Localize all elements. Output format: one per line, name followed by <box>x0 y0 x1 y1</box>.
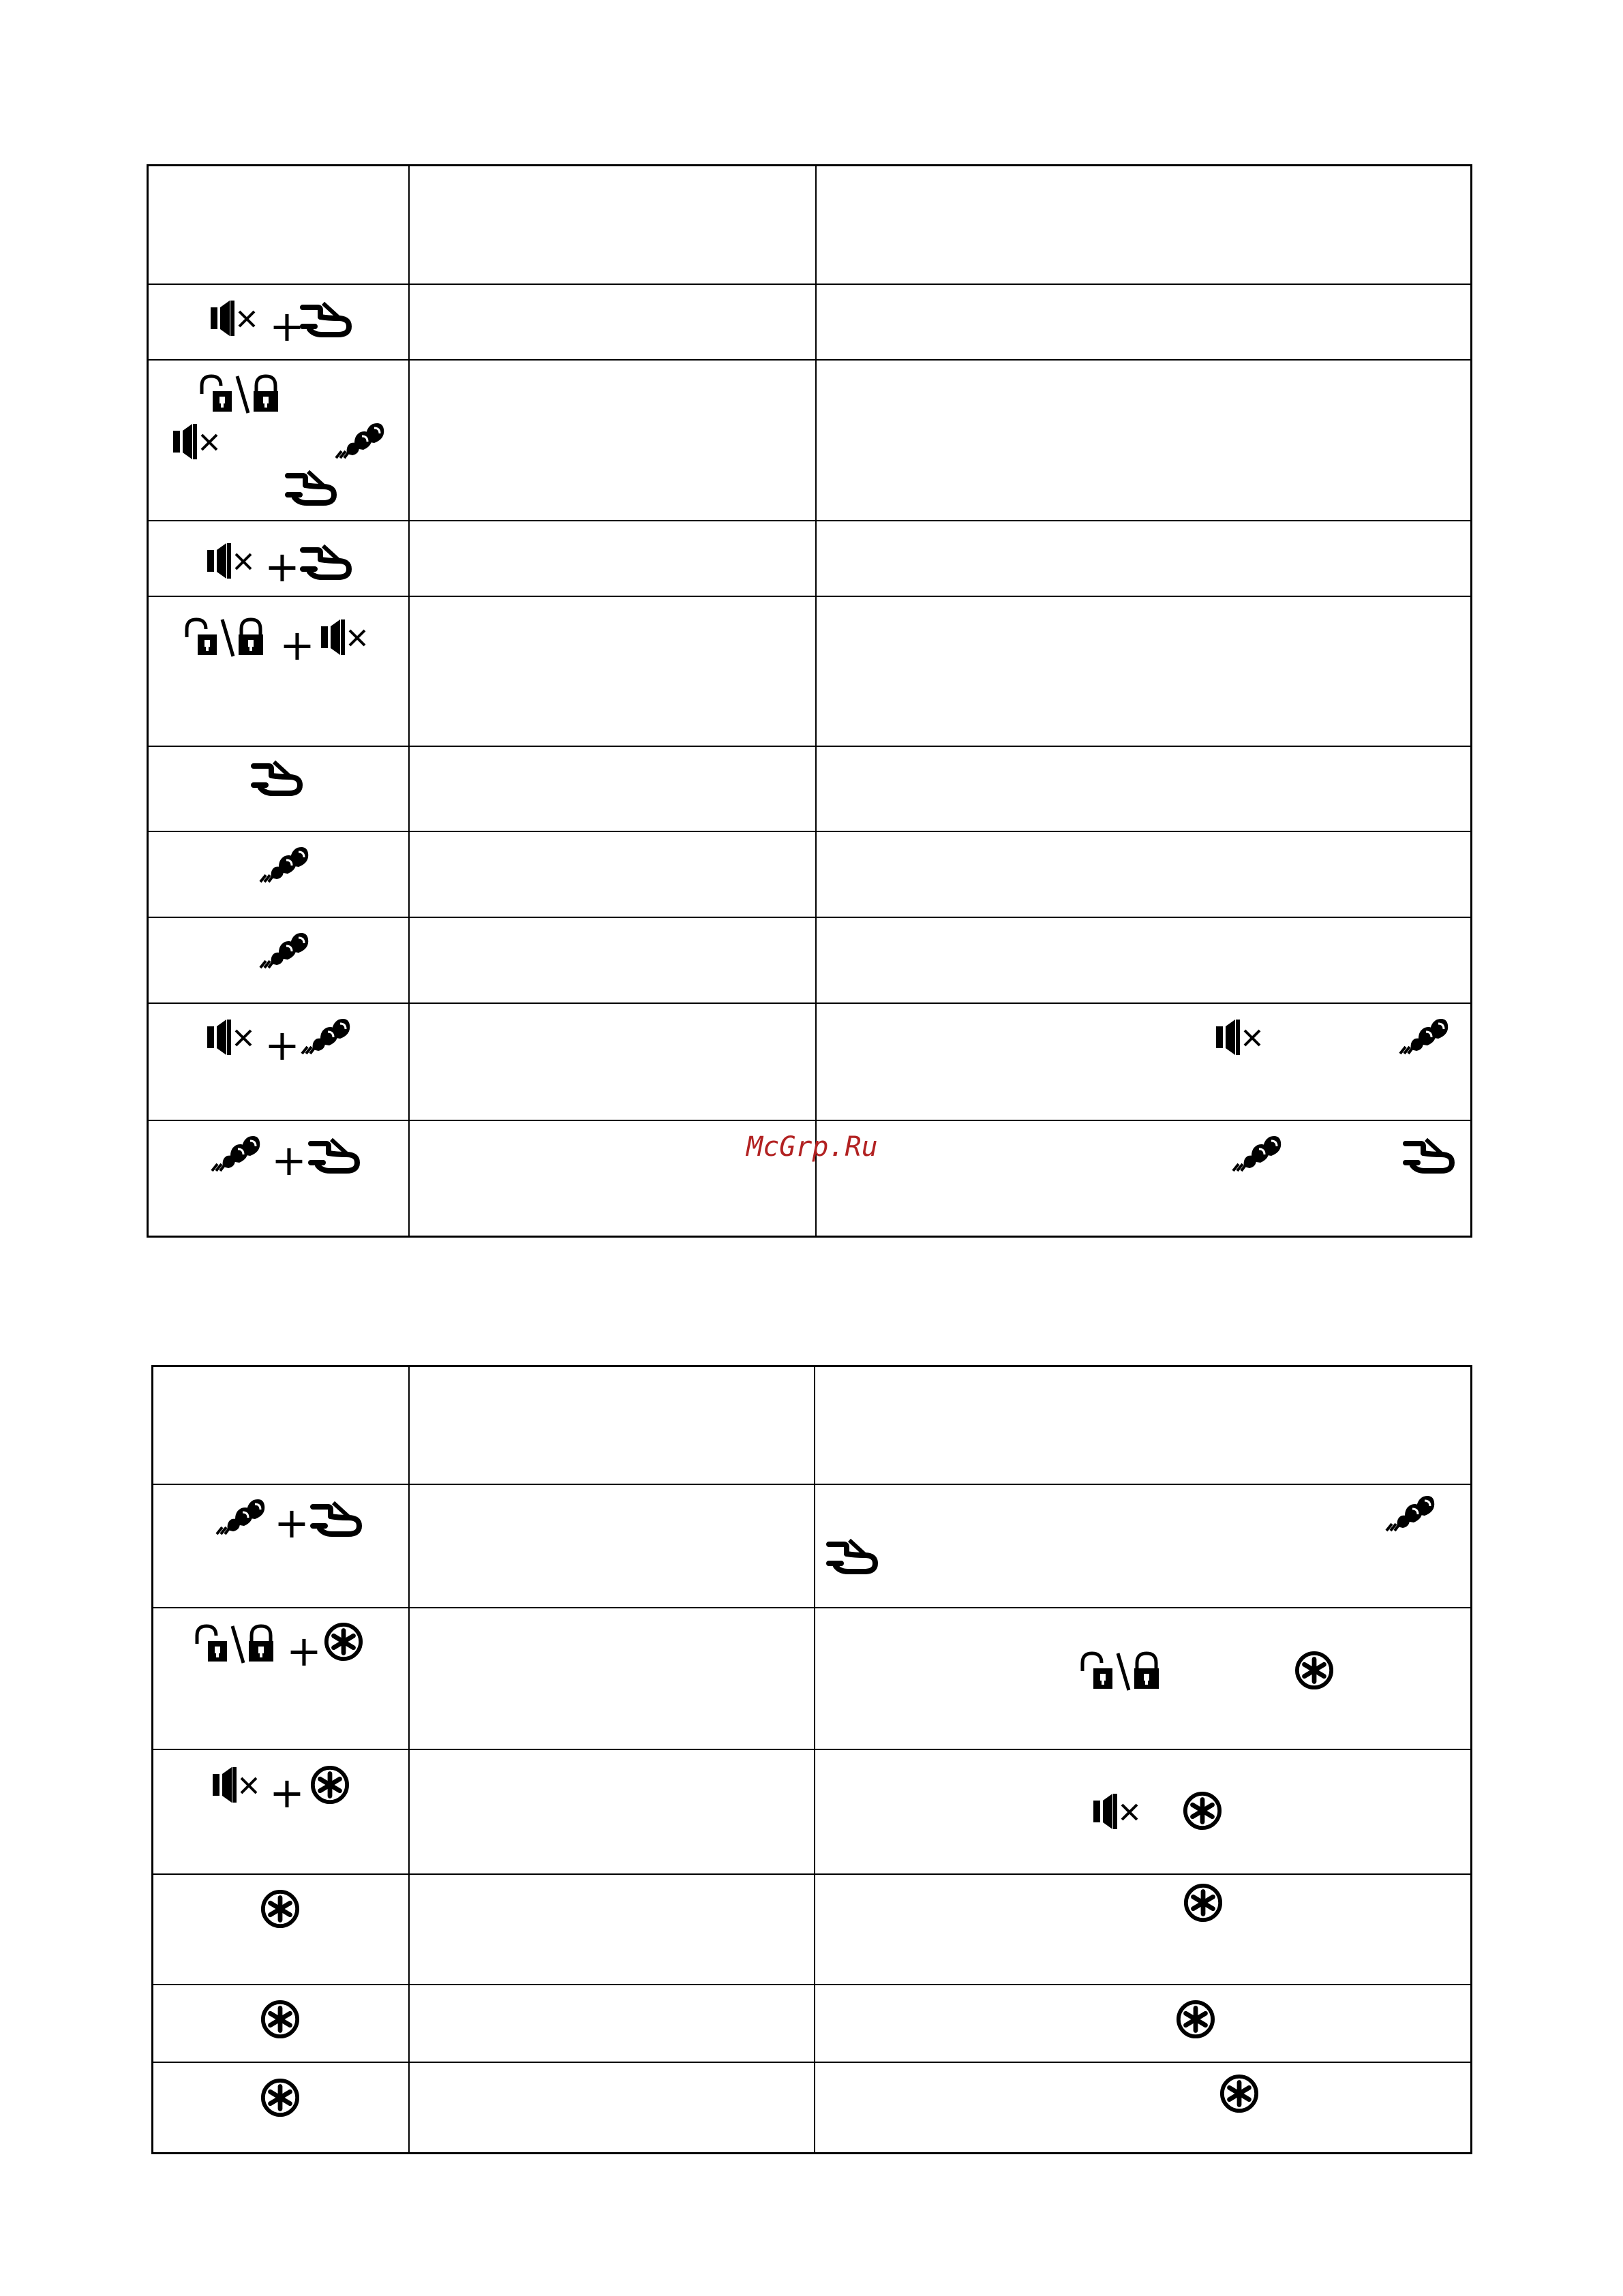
plus-sign: + <box>271 1135 307 1185</box>
mute-speaker-icon <box>209 1764 263 1805</box>
mute-speaker-icon <box>1089 1791 1144 1832</box>
asterisk-button-icon <box>310 1765 350 1805</box>
lock-unlock-icon <box>1078 1651 1167 1692</box>
plus-sign: + <box>274 1498 309 1548</box>
lock-unlock-icon <box>193 1623 282 1664</box>
watermark: McGrp.Ru <box>746 1131 878 1163</box>
asterisk-button-icon <box>260 1889 300 1929</box>
table-2-row-divider <box>151 1749 1472 1750</box>
plus-sign: + <box>269 1768 305 1818</box>
asterisk-button-icon <box>1176 2000 1215 2039</box>
plus-sign: + <box>264 542 300 592</box>
plus-sign: + <box>264 1020 300 1070</box>
asterisk-button-icon <box>1219 2074 1259 2113</box>
table-2-row-divider <box>151 1607 1472 1608</box>
table-2-row-divider <box>151 1984 1472 1985</box>
engine-start-exhaust-icon <box>1382 1491 1437 1532</box>
plus-sign: + <box>269 301 305 351</box>
asterisk-button-icon <box>260 2000 300 2039</box>
asterisk-button-icon <box>1183 1883 1223 1923</box>
asterisk-button-icon <box>260 2078 300 2117</box>
trunk-open-icon <box>826 1535 881 1576</box>
asterisk-button-icon <box>1183 1791 1222 1831</box>
asterisk-button-icon <box>324 1622 363 1662</box>
table-2-row-divider <box>151 1873 1472 1875</box>
engine-start-exhaust-icon <box>213 1495 267 1535</box>
plus-sign: + <box>279 620 315 670</box>
table-2-row-divider <box>151 1484 1472 1485</box>
table-2-border-top <box>151 1365 1472 1367</box>
asterisk-button-icon <box>1294 1651 1334 1690</box>
table-2-row-divider <box>151 2062 1472 2063</box>
plus-sign: + <box>286 1626 322 1676</box>
table-2-border-bottom <box>151 2152 1472 2154</box>
trunk-open-icon <box>310 1497 365 1538</box>
